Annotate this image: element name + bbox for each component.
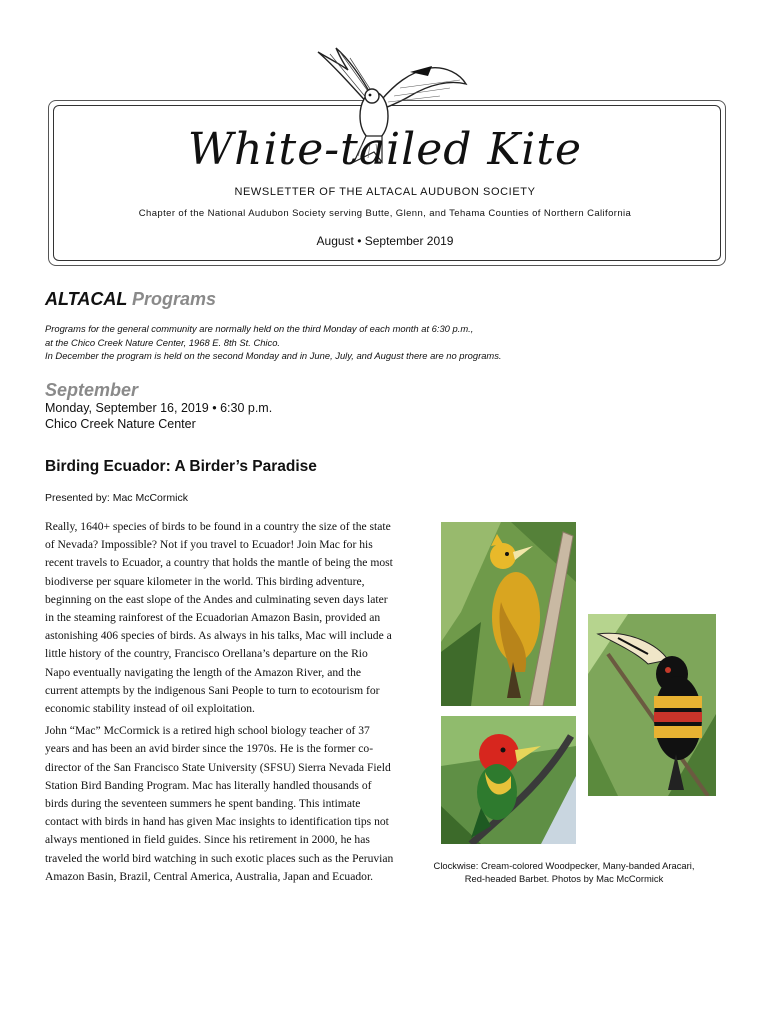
chapter-line: Chapter of the National Audubon Society serving Butte, Glenn, and Tehama Counties of Northern California: [138, 208, 632, 219]
article-paragraph: Really, 1640+ species of birds to be found in a country the size of the state of Nevada? Impossible? Not if you travel to Ecuador! Join Mac for his recent travels to Ecuador, a country that holds the mantle of being the most biodiverse per square kilometer in the world. This birding adventure, beginning on the east slope of the Andes and culminating seven days later in the steaming rainforest of the Ecuadorian Amazon Basin, provided an astonishing 406 species of birds. As always in his talks, Mac will include a little history of the country, Francisco Orellana’s departure on the Rio Napo eventually navigating the length of the Amazon River, and the current attempts by the indigenous Sani People to turn to ecotourism for economic stability instead of oil exploitation.: [45, 520, 393, 716]
event-location: Chico Creek Nature Center: [45, 417, 196, 431]
aracari-photo: [588, 614, 716, 796]
presenter-line: Presented by: Mac McCormick: [45, 492, 188, 504]
programs-heading: [45, 289, 216, 310]
newsletter-subtitle: NEWSLETTER OF THE ALTACAL AUDUBON SOCIETY: [234, 186, 536, 198]
event-datetime: Monday, September 16, 2019 • 6:30 p.m.: [45, 401, 273, 415]
talk-title: Birding Ecuador: A Birder’s Paradise: [45, 458, 317, 475]
article-body: [45, 518, 395, 890]
programs-intro-line: Programs for the general community are normally held on the third Monday of each month at 6:30 p.m.,: [45, 323, 474, 334]
programs-heading-accent: Programs: [132, 289, 217, 309]
barbet-photo: [441, 716, 576, 844]
programs-intro-line: In December the program is held on the second Monday and in June, July, and August there are no programs.: [45, 350, 502, 361]
article-paragraph: John “Mac” McCormick is a retired high school biology teacher of 37 years and has been an avid birder since the 1970s. He is the former co-director of the San Francisco State University (SFSU) Sierra Nevada Field Station Bird Banding Program. Mac has literally handled thousands of birds during the seventeen summers he spent banding. This intimate contact with birds in hand has given Mac insights to identification tips not always mentioned in field guides. Since his retirement in 2000, he has traveled the world bird watching in such exotic places such as the Peruvian Amazon Basin, Brazil, Central America, Australia, Japan and Ecuador.: [45, 724, 394, 883]
issue-date: August • September 2019: [316, 234, 454, 248]
programs-intro: [45, 322, 725, 363]
programs-heading-main: ALTACAL: [45, 289, 127, 309]
month-heading: September: [45, 380, 139, 400]
woodpecker-photo: [441, 522, 576, 706]
photo-caption: Clockwise: Cream-colored Woodpecker, Many-banded Aracari, Red-headed Barbet. Photos by Mac McCormick: [433, 860, 695, 884]
programs-intro-line: at the Chico Creek Nature Center, 1968 E. 8th St. Chico.: [45, 336, 281, 348]
newsletter-title: White-tailed Kite: [187, 124, 583, 175]
